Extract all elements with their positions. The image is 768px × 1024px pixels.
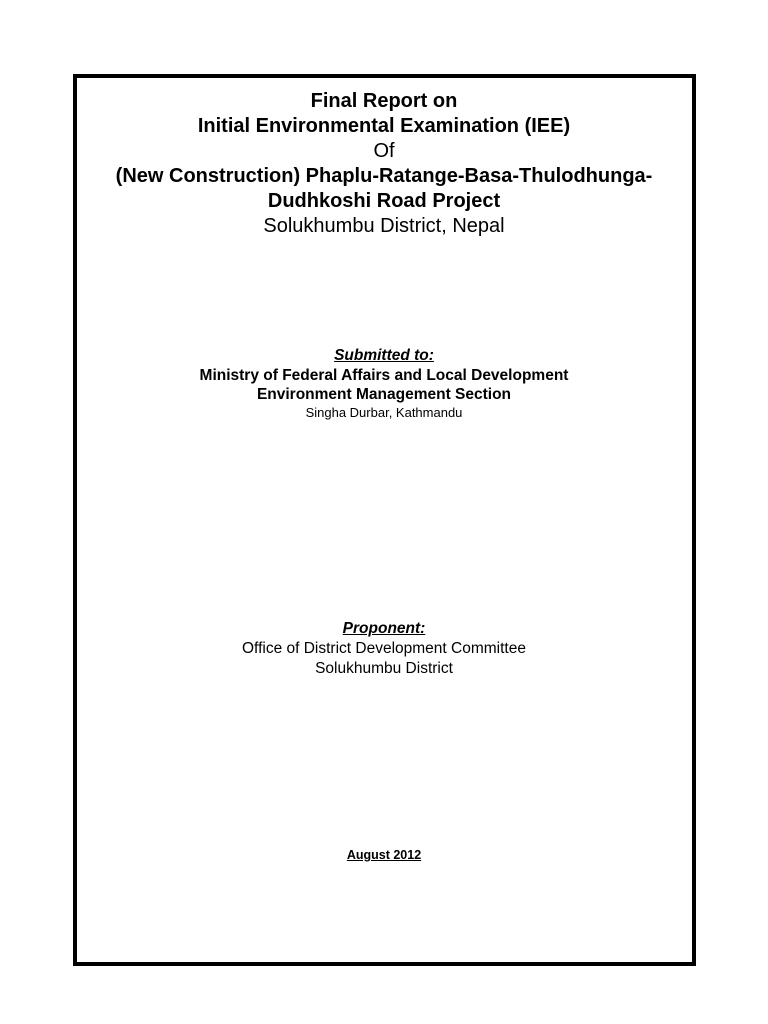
submitted-org-line-2: Environment Management Section bbox=[256, 386, 512, 403]
title-line-1: Final Report on bbox=[310, 90, 458, 112]
title-line-6: Solukhumbu District, Nepal bbox=[263, 215, 505, 237]
report-date: August 2012 bbox=[346, 848, 422, 862]
title-line-3: Of bbox=[373, 140, 395, 162]
submitted-address: Singha Durbar, Kathmandu bbox=[305, 405, 463, 420]
proponent-org-line-2: Solukhumbu District bbox=[315, 660, 453, 677]
submitted-to-heading: Submitted to: bbox=[334, 347, 434, 364]
title-line-5: Dudhkoshi Road Project bbox=[267, 190, 501, 212]
submitted-org-line-1: Ministry of Federal Affairs and Local Development bbox=[199, 367, 569, 384]
proponent-org-line-1: Office of District Development Committee bbox=[242, 640, 526, 657]
title-line-2: Initial Environmental Examination (IEE) bbox=[197, 115, 571, 137]
proponent-heading: Proponent: bbox=[342, 620, 426, 637]
title-line-4: (New Construction) Phaplu-Ratange-Basa-Thulodhunga- bbox=[115, 165, 653, 187]
